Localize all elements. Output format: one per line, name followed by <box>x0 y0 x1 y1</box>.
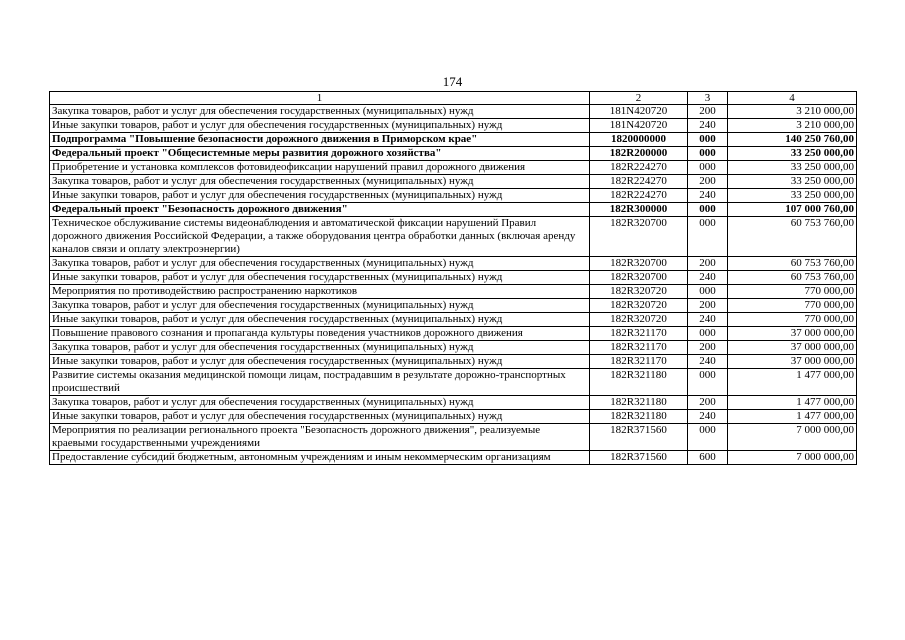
row-code-cell: 182R300000 <box>590 203 688 217</box>
row-amount-cell: 33 250 000,00 <box>728 147 857 161</box>
row-type-cell: 600 <box>688 451 728 465</box>
table-row <box>50 424 857 451</box>
row-name-cell: Закупка товаров, работ и услуг для обеспечения государственных (муниципальных) нужд <box>50 257 590 271</box>
row-name-cell: Иные закупки товаров, работ и услуг для обеспечения государственных (муниципальных) нужд <box>50 313 590 327</box>
table-row <box>50 396 857 410</box>
table-row <box>50 175 857 189</box>
row-code-cell: 182R320720 <box>590 313 688 327</box>
row-code-cell: 182R320700 <box>590 271 688 285</box>
row-name-cell: Предоставление субсидий бюджетным, автономным учреждениям и иным некоммерческим организациям <box>50 451 590 465</box>
row-type-cell: 000 <box>688 217 728 257</box>
table-row <box>50 355 857 369</box>
row-type-cell: 000 <box>688 285 728 299</box>
table-row <box>50 410 857 424</box>
row-amount-cell: 33 250 000,00 <box>728 175 857 189</box>
table-row <box>50 299 857 313</box>
row-name-cell: Иные закупки товаров, работ и услуг для обеспечения государственных (муниципальных) нужд <box>50 189 590 203</box>
row-name-cell: Иные закупки товаров, работ и услуг для обеспечения государственных (муниципальных) нужд <box>50 119 590 133</box>
row-type-cell: 000 <box>688 161 728 175</box>
row-code-cell: 182R321180 <box>590 410 688 424</box>
table-row <box>50 203 857 217</box>
row-amount-cell: 33 250 000,00 <box>728 161 857 175</box>
row-type-cell: 200 <box>688 299 728 313</box>
row-type-cell: 200 <box>688 341 728 355</box>
row-type-cell: 000 <box>688 133 728 147</box>
row-code-cell: 182R224270 <box>590 161 688 175</box>
row-code-cell: 1820000000 <box>590 133 688 147</box>
table-row <box>50 105 857 119</box>
row-code-cell: 182R371560 <box>590 424 688 451</box>
row-code-cell: 182R320720 <box>590 299 688 313</box>
row-name-cell: Закупка товаров, работ и услуг для обеспечения государственных (муниципальных) нужд <box>50 341 590 355</box>
table-row <box>50 327 857 341</box>
row-amount-cell: 37 000 000,00 <box>728 355 857 369</box>
row-type-cell: 240 <box>688 410 728 424</box>
row-type-cell: 240 <box>688 119 728 133</box>
table-row <box>50 451 857 465</box>
row-amount-cell: 1 477 000,00 <box>728 396 857 410</box>
row-type-cell: 000 <box>688 147 728 161</box>
table-header-row <box>50 92 857 105</box>
row-code-cell: 182R321180 <box>590 396 688 410</box>
row-amount-cell: 770 000,00 <box>728 285 857 299</box>
table-row <box>50 133 857 147</box>
table-row <box>50 217 857 257</box>
row-type-cell: 200 <box>688 175 728 189</box>
row-name-cell: Иные закупки товаров, работ и услуг для обеспечения государственных (муниципальных) нужд <box>50 271 590 285</box>
row-amount-cell: 33 250 000,00 <box>728 189 857 203</box>
row-amount-cell: 7 000 000,00 <box>728 424 857 451</box>
row-type-cell: 200 <box>688 257 728 271</box>
row-name-cell: Федеральный проект "Общесистемные меры развития дорожного хозяйства" <box>50 147 590 161</box>
row-amount-cell: 37 000 000,00 <box>728 341 857 355</box>
row-code-cell: 182R224270 <box>590 175 688 189</box>
row-type-cell: 240 <box>688 189 728 203</box>
row-name-cell: Повышение правового сознания и пропаганда культуры поведения участников дорожного движения <box>50 327 590 341</box>
row-type-cell: 240 <box>688 313 728 327</box>
row-name-cell: Федеральный проект "Безопасность дорожного движения" <box>50 203 590 217</box>
row-amount-cell: 60 753 760,00 <box>728 257 857 271</box>
row-type-cell: 000 <box>688 327 728 341</box>
table-row <box>50 161 857 175</box>
table-row <box>50 189 857 203</box>
row-type-cell: 200 <box>688 105 728 119</box>
row-name-cell: Подпрограмма "Повышение безопасности дорожного движения в Приморском крае" <box>50 133 590 147</box>
header-cell-name: 1 <box>50 92 590 105</box>
row-amount-cell: 140 250 760,00 <box>728 133 857 147</box>
row-name-cell: Иные закупки товаров, работ и услуг для обеспечения государственных (муниципальных) нужд <box>50 355 590 369</box>
row-amount-cell: 770 000,00 <box>728 313 857 327</box>
row-code-cell: 182R200000 <box>590 147 688 161</box>
row-code-cell: 181N420720 <box>590 105 688 119</box>
row-code-cell: 182R224270 <box>590 189 688 203</box>
table-row <box>50 369 857 396</box>
row-amount-cell: 1 477 000,00 <box>728 410 857 424</box>
row-type-cell: 200 <box>688 396 728 410</box>
row-amount-cell: 7 000 000,00 <box>728 451 857 465</box>
row-type-cell: 000 <box>688 203 728 217</box>
table-row <box>50 313 857 327</box>
header-cell-type: 3 <box>688 92 728 105</box>
header-cell-code: 2 <box>590 92 688 105</box>
row-amount-cell: 1 477 000,00 <box>728 369 857 396</box>
row-code-cell: 182R320700 <box>590 257 688 271</box>
table-row <box>50 119 857 133</box>
row-code-cell: 182R321170 <box>590 341 688 355</box>
header-cell-amount: 4 <box>728 92 857 105</box>
row-type-cell: 000 <box>688 369 728 396</box>
row-name-cell: Мероприятия по противодействию распространению наркотиков <box>50 285 590 299</box>
row-amount-cell: 107 000 760,00 <box>728 203 857 217</box>
row-name-cell: Закупка товаров, работ и услуг для обеспечения государственных (муниципальных) нужд <box>50 396 590 410</box>
row-amount-cell: 770 000,00 <box>728 299 857 313</box>
row-type-cell: 240 <box>688 271 728 285</box>
row-type-cell: 000 <box>688 424 728 451</box>
table-row <box>50 285 857 299</box>
row-name-cell: Иные закупки товаров, работ и услуг для обеспечения государственных (муниципальных) нужд <box>50 410 590 424</box>
row-code-cell: 181N420720 <box>590 119 688 133</box>
row-code-cell: 182R321170 <box>590 327 688 341</box>
row-code-cell: 182R320720 <box>590 285 688 299</box>
row-name-cell: Техническое обслуживание системы видеонаблюдения и автоматической фиксации нарушений Правил дорожного движения Российской Федерации, а также оборудования центра обработки данных (включая аренду каналов связи и оплату электроэнергии) <box>50 217 590 257</box>
table-row <box>50 271 857 285</box>
row-code-cell: 182R371560 <box>590 451 688 465</box>
table-row <box>50 257 857 271</box>
table-row <box>50 147 857 161</box>
row-name-cell: Приобретение и установка комплексов фотовидеофиксации нарушений правил дорожного движения <box>50 161 590 175</box>
row-amount-cell: 37 000 000,00 <box>728 327 857 341</box>
page-number: 174 <box>442 74 463 89</box>
row-code-cell: 182R320700 <box>590 217 688 257</box>
row-name-cell: Развитие системы оказания медицинской помощи лицам, пострадавшим в результате дорожно-транспортных происшествий <box>50 369 590 396</box>
row-code-cell: 182R321170 <box>590 355 688 369</box>
row-amount-cell: 3 210 000,00 <box>728 105 857 119</box>
row-amount-cell: 60 753 760,00 <box>728 217 857 257</box>
row-code-cell: 182R321180 <box>590 369 688 396</box>
table-row <box>50 341 857 355</box>
row-amount-cell: 3 210 000,00 <box>728 119 857 133</box>
budget-table <box>49 91 857 465</box>
row-name-cell: Закупка товаров, работ и услуг для обеспечения государственных (муниципальных) нужд <box>50 105 590 119</box>
row-amount-cell: 60 753 760,00 <box>728 271 857 285</box>
row-name-cell: Мероприятия по реализации регионального проекта "Безопасность дорожного движения", реализуемые краевыми государственными учреждениями <box>50 424 590 451</box>
row-name-cell: Закупка товаров, работ и услуг для обеспечения государственных (муниципальных) нужд <box>50 299 590 313</box>
row-type-cell: 240 <box>688 355 728 369</box>
row-name-cell: Закупка товаров, работ и услуг для обеспечения государственных (муниципальных) нужд <box>50 175 590 189</box>
